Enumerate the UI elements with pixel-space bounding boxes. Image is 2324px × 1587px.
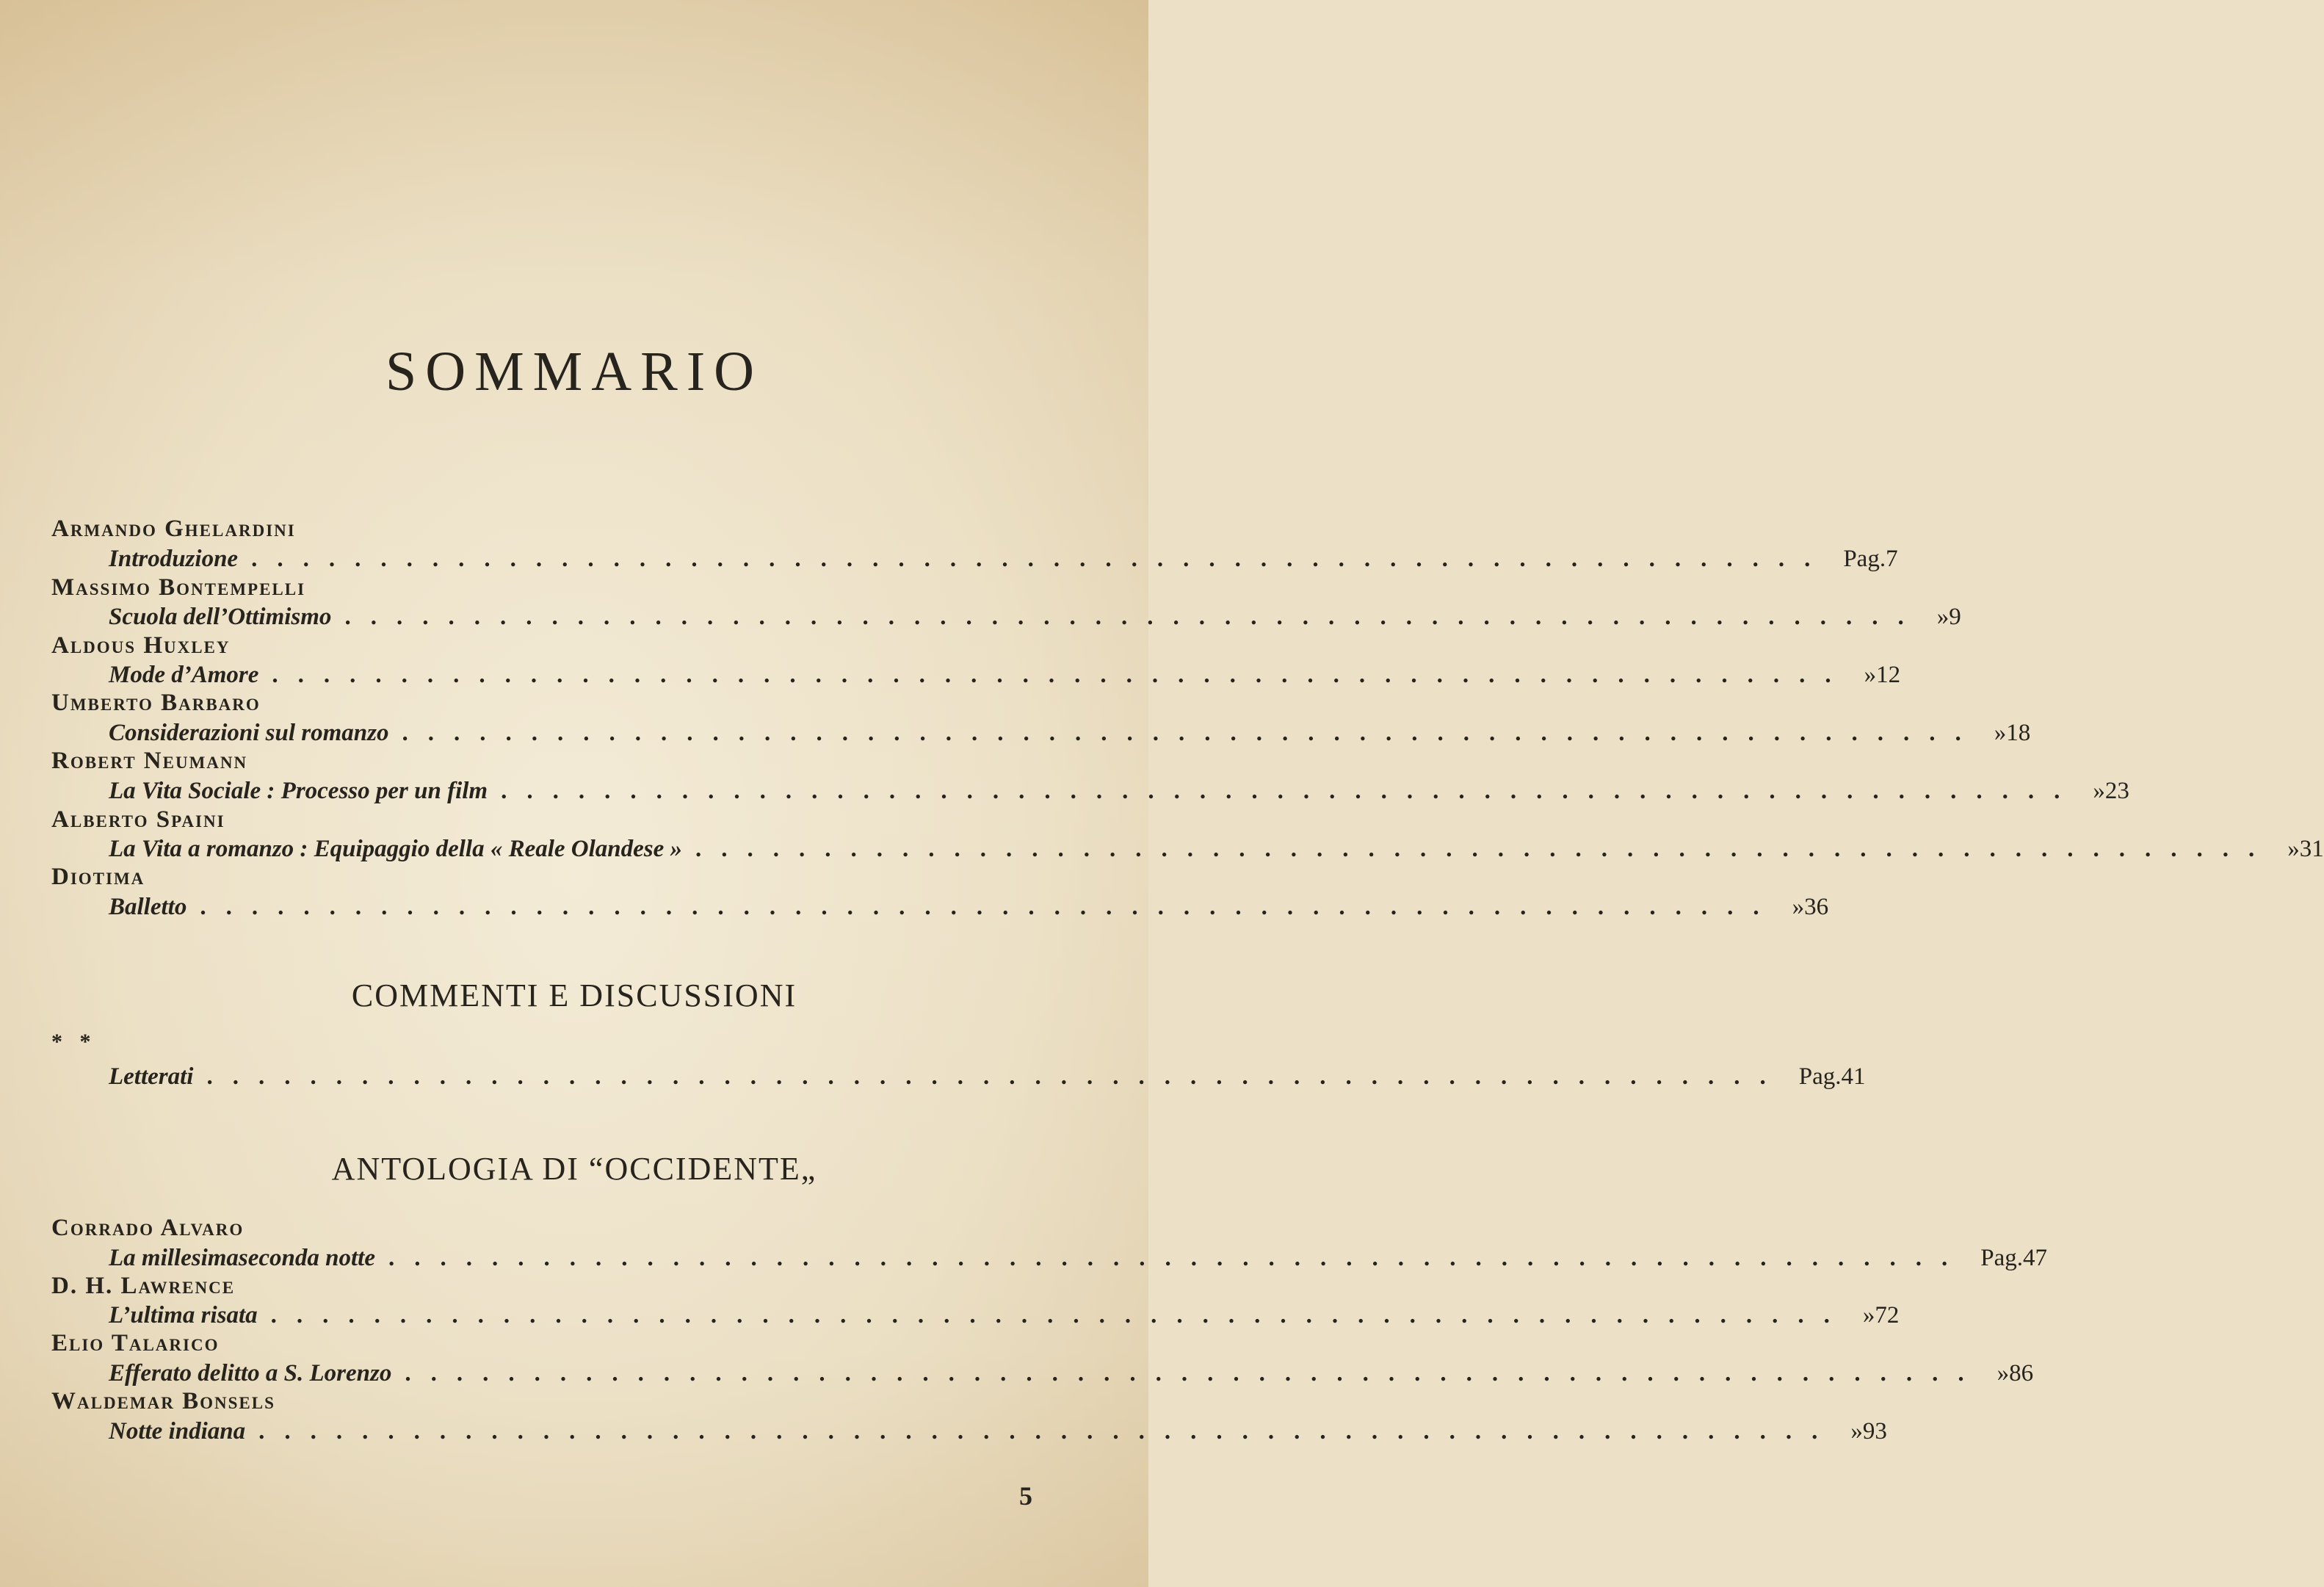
asterisks: * * xyxy=(51,1030,97,1054)
author-name: Armando Ghelardini xyxy=(51,516,296,542)
entry-title: La Vita a romanzo : Equipaggio della « Reale Olandese » xyxy=(109,836,683,862)
page-prefix: » xyxy=(1862,1302,1875,1328)
page-prefix: » xyxy=(1994,720,2007,746)
page-prefix: » xyxy=(1864,662,1877,688)
toc-entry xyxy=(109,660,1901,690)
dot-leader: ............................................................. xyxy=(501,778,2080,804)
page-prefix: » xyxy=(1997,1360,2010,1387)
entry-title: Notte indiana xyxy=(109,1418,246,1445)
entry-title: Considerazioni sul romanzo xyxy=(109,720,389,746)
section-heading: ANTOLOGIA DI “OCCIDENTE„ xyxy=(331,1151,817,1187)
toc-entry xyxy=(109,1062,1866,1091)
entry-title: La millesimaseconda notte xyxy=(109,1245,375,1271)
author-name: Elio Talarico xyxy=(51,1330,220,1356)
toc-entry xyxy=(109,1243,2047,1273)
entry-title: Efferato delitto a S. Lorenzo xyxy=(109,1360,392,1387)
page-number: 7 xyxy=(1886,546,1898,572)
page-number: 18 xyxy=(2006,720,2031,746)
page-number: 93 xyxy=(1862,1418,1887,1445)
entry-title: Letterati xyxy=(109,1063,194,1090)
dot-leader: ............................................................. xyxy=(251,546,1831,572)
entry-title: Scuola dell’Ottimismo xyxy=(109,604,332,630)
page-prefix: » xyxy=(1850,1418,1863,1445)
toc-entry xyxy=(109,1301,1900,1330)
dot-leader: ............................................................. xyxy=(200,894,1779,920)
page-number: 23 xyxy=(2104,778,2129,804)
toc-entry xyxy=(109,776,2129,806)
entry-title: La Vita Sociale : Processo per un film xyxy=(109,778,488,804)
dot-leader: ............................................................. xyxy=(206,1063,1786,1090)
toc-entry xyxy=(109,834,2324,864)
page-title: SOMMARIO xyxy=(385,341,764,402)
page-number: 9 xyxy=(1949,604,1961,630)
page-prefix: » xyxy=(2287,836,2300,862)
page-prefix: » xyxy=(1936,604,1950,630)
author-name: Aldous Huxley xyxy=(51,632,231,659)
page-number: 72 xyxy=(1875,1302,1900,1328)
author-name: Alberto Spaini xyxy=(51,806,225,833)
toc-entry xyxy=(109,892,1829,922)
author-name: Umberto Barbaro xyxy=(51,690,261,716)
toc-entry xyxy=(109,1359,2034,1388)
author-name: Waldemar Bonsels xyxy=(51,1388,275,1414)
author-name: Diotima xyxy=(51,864,145,890)
page-number: 36 xyxy=(1804,894,1829,920)
page-number: 47 xyxy=(2022,1245,2047,1271)
page-prefix: » xyxy=(1792,894,1805,920)
page-prefix: Pag. xyxy=(1843,546,1886,572)
page-folio-number: 5 xyxy=(1019,1481,1032,1511)
section-heading: COMMENTI E DISCUSSIONI xyxy=(351,977,797,1013)
dot-leader: ............................................................. xyxy=(344,604,1924,630)
page-prefix: Pag. xyxy=(1798,1063,1842,1090)
toc-entry xyxy=(109,602,1961,632)
dot-leader: ............................................................. xyxy=(258,1418,1838,1445)
toc-entry xyxy=(109,718,2031,748)
author-name: Corrado Alvaro xyxy=(51,1215,245,1241)
author-name: D. H. Lawrence xyxy=(51,1273,236,1299)
page-number: 86 xyxy=(2009,1360,2034,1387)
page-prefix: Pag. xyxy=(1980,1245,2023,1271)
entry-title: Balletto xyxy=(109,894,187,920)
entry-title: Introduzione xyxy=(109,546,239,572)
author-name: Massimo Bontempelli xyxy=(51,574,306,601)
dot-leader: ............................................................. xyxy=(272,662,1851,688)
toc-entry xyxy=(109,544,1898,574)
dot-leader: ............................................................. xyxy=(402,720,1981,746)
page-number: 41 xyxy=(1841,1063,1866,1090)
dot-leader: ............................................................. xyxy=(405,1360,1984,1387)
author-name: Robert Neumann xyxy=(51,748,248,774)
dot-leader: ............................................................. xyxy=(388,1245,1968,1271)
dot-leader: ............................................................. xyxy=(695,836,2275,862)
dot-leader: ............................................................. xyxy=(270,1302,1850,1328)
page-number: 12 xyxy=(1876,662,1901,688)
page-number: 31 xyxy=(2299,836,2324,862)
entry-title: Mode d’Amore xyxy=(109,662,259,688)
page-prefix: » xyxy=(2093,778,2105,804)
toc-entry xyxy=(109,1417,1887,1446)
entry-title: L’ultima risata xyxy=(109,1302,258,1328)
